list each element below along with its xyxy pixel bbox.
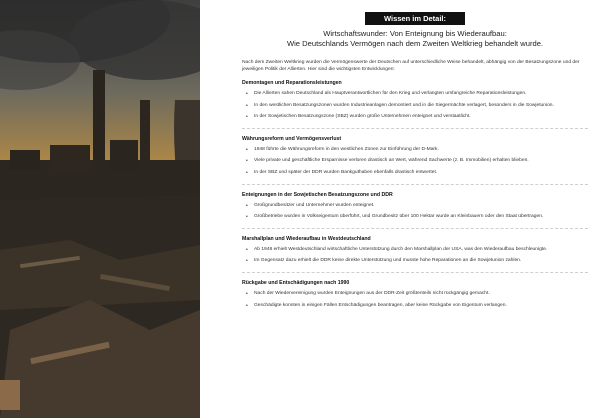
section-title: Marshallplan und Wiederaufbau in Westdeutschland: [242, 235, 371, 242]
divider: [242, 128, 588, 129]
section-title: Währungsreform und Vermögensverlust: [242, 135, 342, 142]
section-marshall-plan: [242, 236, 588, 265]
list-item: • 1948 führte die Währungsreform in den westlichen Zonen zur Einführung der D-Mark.: [242, 147, 588, 154]
list-item: • Großgrundbesitzer und Unternehmer wurden enteignet.: [242, 203, 588, 210]
section-reparations: [242, 80, 588, 121]
section-currency-reform: [242, 136, 588, 177]
section-title: Rückgabe und Entschädigungen nach 1990: [242, 279, 350, 286]
divider: [242, 228, 588, 229]
industrial-ruins-illustration: [0, 0, 200, 418]
industrial-ruins-photo: [0, 0, 200, 418]
section-banner: Wissen im Detail:: [365, 12, 465, 25]
list-item: • Nach der Wiedervereinigung wurden Enteignungen aus der DDR-Zeit größtenteils nicht rückgängig gemacht.: [242, 291, 588, 298]
page-subtitle: Wie Deutschlands Vermögen nach dem Zweiten Weltkrieg behandelt wurde.: [286, 39, 544, 48]
section-title: Demontagen und Reparationsleistungen: [242, 80, 342, 86]
list-item: • In der Sowjetischen Besatzungszone (SBZ) wurden große Unternehmen enteignet und verstaatlicht.: [242, 114, 588, 121]
page-title: Wirtschaftswunder: Von Enteignung bis Wiederaufbau:: [323, 29, 507, 38]
document-panel: [200, 0, 600, 418]
list-item: • Im Gegensatz dazu erhielt die DDR keine direkte Unterstützung und musste hohe Reparationen an die Sowjetunion zahlen.: [242, 258, 588, 265]
intro-paragraph: Nach dem Zweiten Weltkrieg wurden die Vermögenswerte der Deutschen auf unterschiedliche Weise behandelt, abhängig von der Besatzungszone und der jeweiligen Politik der Allierten. Hier sind die wichtigsten Entwicklungen:: [242, 60, 580, 72]
divider: [242, 184, 588, 185]
list-item: • Ab 1948 erhielt Westdeutschland wirtschaftliche Unterstützung durch den Marshallplan der USA, was den Wiederaufbau beschleunigte.: [242, 247, 588, 254]
list-item: • Viele private und geschäftliche Ersparnisse verloren drastisch an Wert, während Sachwerte (z. B. Immobilien) erhalten blieben.: [242, 158, 588, 165]
list-item: • In der SBZ und später der DDR wurden Bankguthaben ebenfalls drastisch entwertet.: [242, 170, 588, 177]
divider: [242, 272, 588, 273]
list-item: • In den westlichen Besatzungszonen wurden Industrieanlagen demontiert und in die Siegermächte verlagert, besonders in die Sowjetunion.: [242, 103, 588, 110]
section-title: Enteignungen in der Sowjetischen Besatzungszone und DDR: [242, 191, 393, 198]
list-item: • Großbetriebe wurden in Volkseigentum überführt, und Grundbesitz über 100 Hektar wurde an Kleinbauern oder den Staat übertragen.: [242, 214, 588, 221]
list-item: • Geschädigte konnten in einigen Fällen Entschädigungen beantragen, aber keine Rückgabe von Eigentum verlangen.: [242, 303, 588, 310]
list-item: • Die Allierten sahen Deutschland als Hauptverantwortlichen für den Krieg und verlangten umfangreiche Reparationsleistungen.: [242, 91, 588, 98]
section-restitution: [242, 280, 588, 309]
section-expropriations: [242, 192, 588, 221]
